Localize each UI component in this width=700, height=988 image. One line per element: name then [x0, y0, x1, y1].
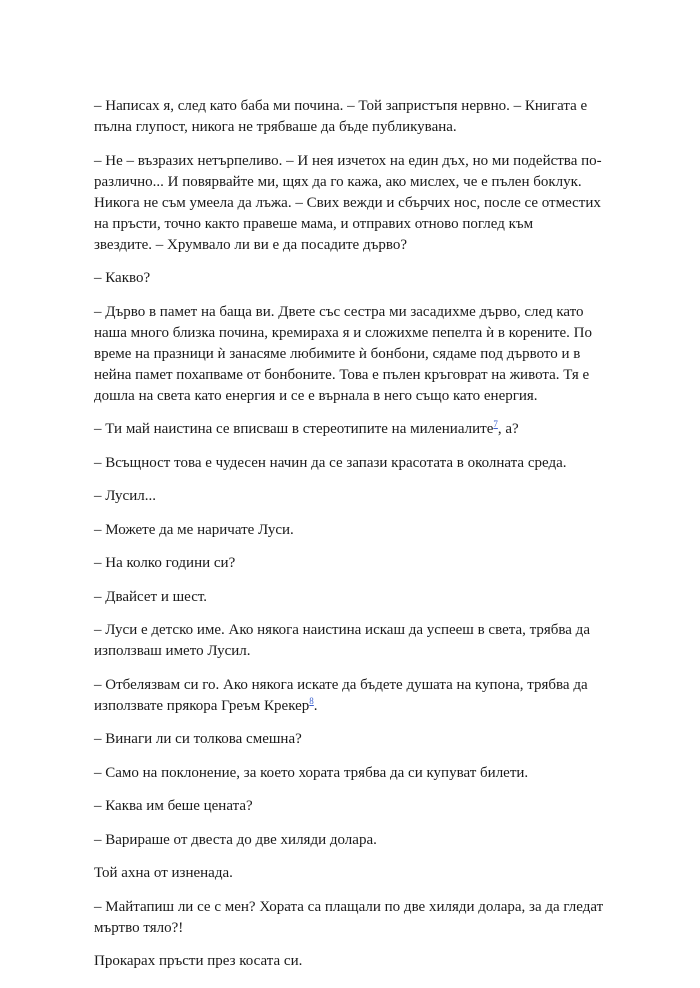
paragraph	[94, 268, 616, 289]
text-line: – Какво?	[94, 270, 151, 286]
text-line: – Ти май наистина се вписваш в стереотипите на милениалите	[94, 421, 494, 437]
text-line: мъртво тяло?!	[94, 919, 184, 936]
paragraph	[94, 620, 616, 662]
paragraph	[94, 302, 616, 407]
text-line: – Майтапиш ли се с мен? Хората са плащали по две хиляди долара, за да гледат	[94, 898, 604, 915]
paragraph	[94, 419, 616, 440]
text-line: – Винаги ли си толкова смешна?	[94, 731, 302, 747]
book-page	[94, 96, 616, 985]
text-line-tail: .	[313, 697, 318, 714]
text-line: – Само на поклонение, за което хората трябва да си купуват билети.	[94, 764, 529, 781]
paragraph	[94, 520, 616, 541]
text-line: използваш името Лусил.	[94, 643, 251, 659]
text-line: използвате прякора Греъм Крекер	[94, 697, 310, 714]
paragraph	[94, 830, 616, 851]
paragraph	[94, 553, 616, 574]
text-line: звездите. – Хрумвало ли ви е да посадите дърво?	[94, 236, 407, 253]
text-line: – Двайсет и шест.	[94, 588, 208, 605]
text-line: – На колко години си?	[94, 555, 236, 571]
paragraph	[94, 763, 616, 784]
text-line: наша много близка почина, кремираха я и сложихме пепелта ѝ в корените. По	[94, 324, 592, 341]
paragraph	[94, 486, 616, 507]
text-line: – Всъщност това е чудесен начин да се запази красотата в околната среда.	[94, 454, 567, 471]
text-line: – Луси е детско име. Ако някога наистина искаш да успееш в света, трябва да	[94, 622, 590, 638]
text-line: време на празници ѝ занасяме любимите ѝ бонбони, сядаме под дървото и в	[94, 345, 581, 362]
paragraph	[94, 453, 616, 474]
text-line: Той ахна от изненада.	[94, 865, 233, 881]
paragraph	[94, 863, 616, 884]
paragraph	[94, 96, 616, 138]
text-line: – Каква им беше цената?	[94, 798, 253, 814]
paragraph	[94, 897, 616, 939]
text-line: – Отбелязвам си го. Ако някога искате да бъдете душата на купона, трябва да	[94, 676, 588, 693]
text-line: – Не – възразих нетърпеливо. – И нея изчетох на един дъх, но ми подейства по-	[94, 152, 602, 169]
text-line-tail: , а?	[497, 421, 519, 437]
paragraph	[94, 151, 616, 256]
text-line: различно... И повярвайте ми, щях да го кажа, ако мислех, че е пълен боклук.	[94, 173, 582, 190]
paragraph	[94, 796, 616, 817]
text-line: на пръсти, точно както правеше мама, и отправих отново поглед към	[94, 215, 534, 232]
text-line: Прокарах пръсти през косата си.	[94, 953, 303, 969]
text-line: – Варираше от двеста до две хиляди долара.	[94, 831, 377, 848]
text-line: – Дърво в памет на баща ви. Двете със сестра ми засадихме дърво, след като	[94, 303, 584, 320]
paragraph	[94, 675, 616, 717]
footnote-link-7[interactable]: 7	[493, 419, 498, 429]
text-line: Никога не съм умеела да лъжа. – Свих вежди и сбърчих нос, после се отместих	[94, 194, 601, 211]
text-line: – Можете да ме наричате Луси.	[94, 521, 294, 538]
paragraph	[94, 729, 616, 750]
text-line: нейна памет похапваме от бонбоните. Това е пълен кръговрат на живота. Тя е	[94, 366, 590, 383]
paragraph	[94, 951, 616, 972]
text-line: – Написах я, след като баба ми почина. – Той запристъпя нервно. – Книгата е	[94, 98, 588, 114]
footnote-link-8[interactable]: 8	[309, 695, 314, 706]
text-line: – Лусил...	[94, 488, 156, 504]
text-line: дошла на света като енергия и се е върнала в него също като енергия.	[94, 387, 538, 404]
text-line: пълна глупост, никога не трябваше да бъде публикувана.	[94, 119, 457, 135]
paragraph	[94, 587, 616, 608]
